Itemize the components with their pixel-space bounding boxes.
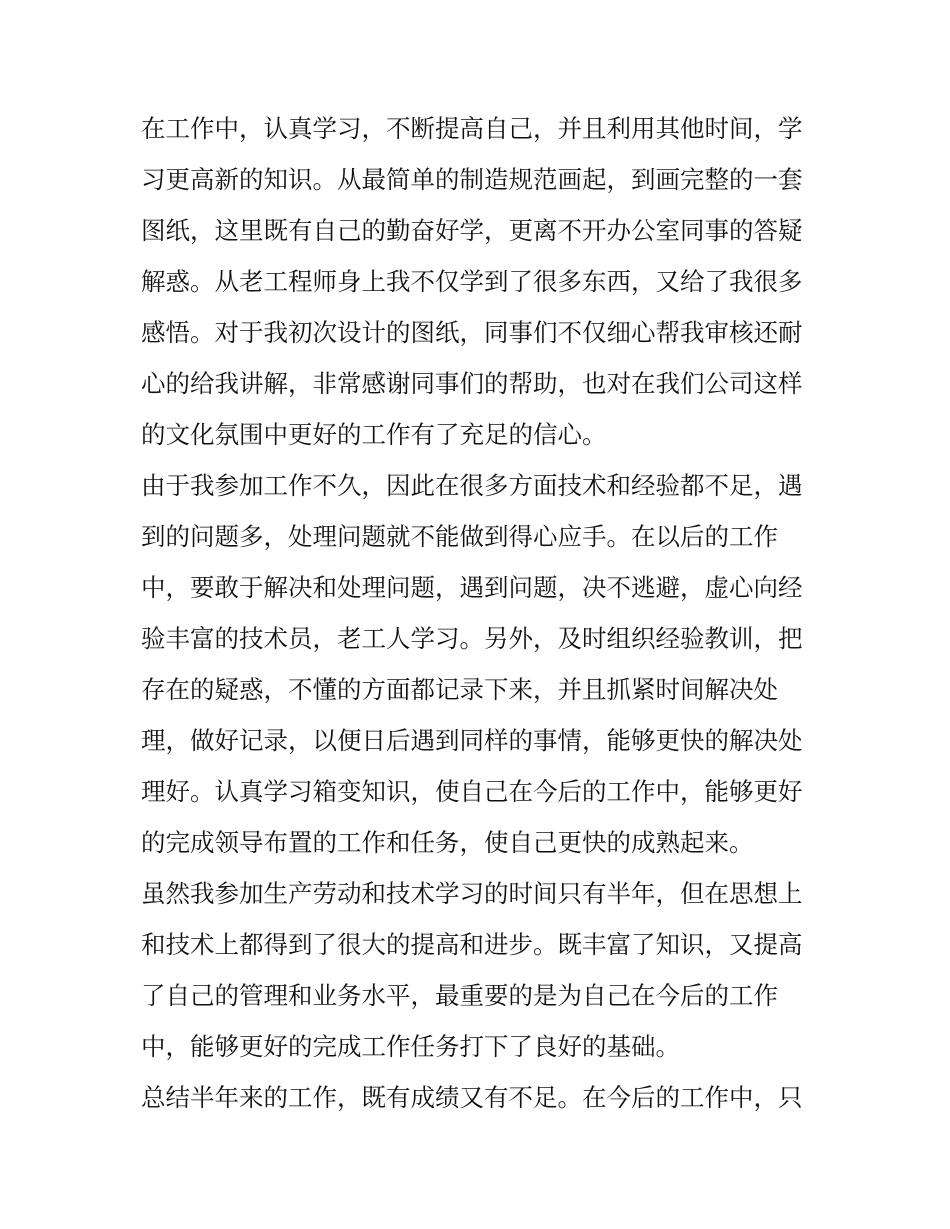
text-line: 中，能够更好的完成工作任务打下了良好的基础。: [141, 1032, 680, 1061]
text-line: 的文化氛围中更好的工作有了充足的信心。: [141, 420, 607, 449]
text-line: 到的问题多，处理问题就不能做到得心应手。在以后的工作: [141, 522, 778, 551]
text-line: 感悟。对于我初次设计的图纸，同事们不仅细心帮我审核还耐: [141, 318, 803, 347]
text-line: 了自己的管理和业务水平，最重要的是为自己在今后的工作: [141, 981, 778, 1010]
text-line: 的完成领导布置的工作和任务，使自己更快的成熟起来。: [141, 828, 754, 857]
document-body: [141, 103, 821, 1123]
text-line: 虽然我参加生产劳动和技术学习的时间只有半年，但在思想上: [141, 879, 803, 908]
text-line: 理，做好记录，以便日后遇到同样的事情，能够更快的解决处: [141, 726, 803, 755]
text-line: 图纸，这里既有自己的勤奋好学，更离不开办公室同事的答疑: [141, 216, 803, 245]
text-line: 存在的疑惑，不懂的方面都记录下来，并且抓紧时间解决处: [141, 675, 778, 704]
text-line: 由于我参加工作不久，因此在很多方面技术和经验都不足，遇: [141, 471, 803, 500]
text-line: 和技术上都得到了很大的提高和进步。既丰富了知识，又提高: [141, 930, 803, 959]
text-line: 中，要敢于解决和处理问题，遇到问题，决不逃避，虚心向经: [141, 573, 803, 602]
text-line: 心的给我讲解，非常感谢同事们的帮助，也对在我们公司这样: [141, 369, 803, 398]
text-line: 理好。认真学习箱变知识，使自己在今后的工作中，能够更好: [141, 777, 803, 806]
text-line: 解惑。从老工程师身上我不仅学到了很多东西，又给了我很多: [141, 267, 803, 296]
text-line: 在工作中，认真学习，不断提高自己，并且利用其他时间，学: [141, 114, 803, 143]
text-line: 习更高新的知识。从最简单的制造规范画起，到画完整的一套: [141, 165, 803, 194]
text-line: 总结半年来的工作，既有成绩又有不足。在今后的工作中，只: [141, 1083, 803, 1112]
text-line: 验丰富的技术员，老工人学习。另外，及时组织经验教训，把: [141, 624, 803, 653]
